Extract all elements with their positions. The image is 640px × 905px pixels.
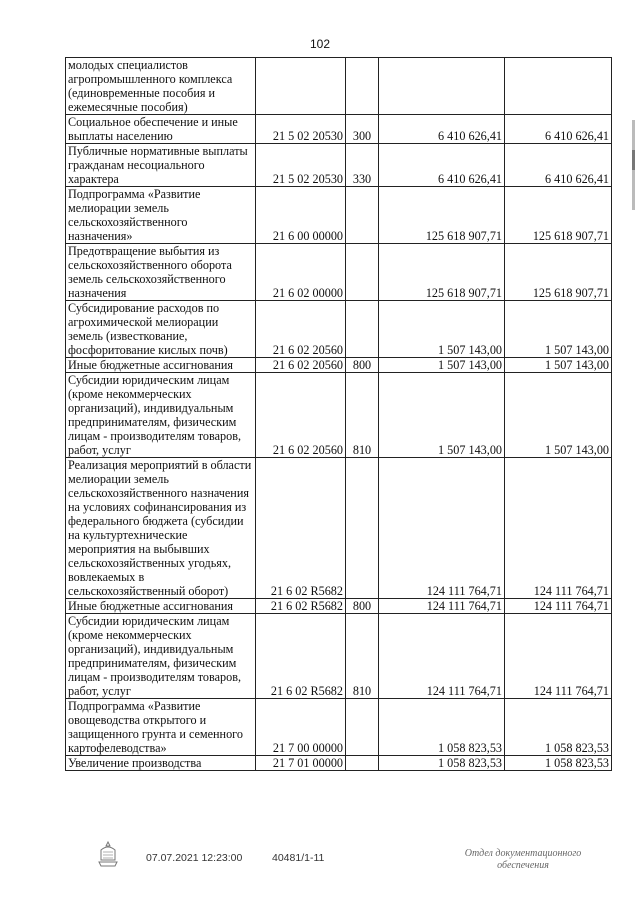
cell-vr xyxy=(346,244,379,301)
cell-amount2 xyxy=(505,58,612,115)
cell-vr: 800 xyxy=(346,599,379,614)
cell-amount1: 1 058 823,53 xyxy=(379,699,505,756)
emblem-icon xyxy=(97,840,119,870)
cell-name: молодых специалистов агропромышленного комплекса (единовременные пособия и ежемесячные пособия) xyxy=(66,58,256,115)
cell-amount1: 125 618 907,71 xyxy=(379,244,505,301)
table-row xyxy=(66,699,612,756)
cell-name: Публичные нормативные выплаты гражданам несоциального характера xyxy=(66,144,256,187)
cell-vr: 810 xyxy=(346,373,379,458)
table-row xyxy=(66,58,612,115)
cell-amount1: 1 058 823,53 xyxy=(379,756,505,771)
table-row xyxy=(66,187,612,244)
cell-name: Подпрограмма «Развитие овощеводства открытого и защищенного грунта и семенного картофелеводства» xyxy=(66,699,256,756)
cell-vr xyxy=(346,58,379,115)
footer-timestamp: 07.07.2021 12:23:00 xyxy=(146,852,243,864)
table-row xyxy=(66,756,612,771)
cell-amount2: 6 410 626,41 xyxy=(505,115,612,144)
cell-amount1 xyxy=(379,58,505,115)
cell-amount1: 125 618 907,71 xyxy=(379,187,505,244)
cell-code: 21 6 02 R5682 xyxy=(256,599,346,614)
cell-code: 21 5 02 20530 xyxy=(256,115,346,144)
cell-amount1: 124 111 764,71 xyxy=(379,599,505,614)
cell-amount1: 124 111 764,71 xyxy=(379,458,505,599)
cell-amount1: 124 111 764,71 xyxy=(379,614,505,699)
table-row xyxy=(66,301,612,358)
margin-scan-mark xyxy=(631,120,637,210)
table-row xyxy=(66,244,612,301)
budget-table xyxy=(65,57,612,771)
cell-amount1: 6 410 626,41 xyxy=(379,144,505,187)
cell-name: Подпрограмма «Развитие мелиорации земель сельскохозяйственного назначения» xyxy=(66,187,256,244)
cell-name: Субсидирование расходов по агрохимической мелиорации земель (известкование, фосфоритование кислых почв) xyxy=(66,301,256,358)
cell-amount1: 6 410 626,41 xyxy=(379,115,505,144)
cell-code: 21 7 01 00000 xyxy=(256,756,346,771)
table-row xyxy=(66,599,612,614)
cell-vr xyxy=(346,458,379,599)
cell-code: 21 6 02 20560 xyxy=(256,373,346,458)
cell-code: 21 7 00 00000 xyxy=(256,699,346,756)
cell-code xyxy=(256,58,346,115)
cell-amount2: 1 058 823,53 xyxy=(505,756,612,771)
cell-amount2: 1 507 143,00 xyxy=(505,358,612,373)
cell-amount1: 1 507 143,00 xyxy=(379,358,505,373)
cell-vr: 330 xyxy=(346,144,379,187)
cell-code: 21 6 00 00000 xyxy=(256,187,346,244)
table-row xyxy=(66,373,612,458)
cell-amount2: 125 618 907,71 xyxy=(505,244,612,301)
stamp-line-2: обеспечения xyxy=(497,860,549,871)
page-number: 102 xyxy=(309,37,331,51)
footer-doc-number: 40481/1-11 xyxy=(272,852,325,864)
table-row xyxy=(66,614,612,699)
cell-vr xyxy=(346,301,379,358)
cell-name: Реализация мероприятий в области мелиорации земель сельскохозяйственного назначения на условиях софинансирования из федерального бюджета (субсидии на культуртехнические мероприятия на выбывших сельскохозяйственных угодьях, вовлекаемых в сельскохозяйственный оборот) xyxy=(66,458,256,599)
cell-code: 21 6 02 20560 xyxy=(256,301,346,358)
cell-name: Иные бюджетные ассигнования xyxy=(66,599,256,614)
table-row xyxy=(66,144,612,187)
cell-amount2: 124 111 764,71 xyxy=(505,458,612,599)
cell-vr xyxy=(346,699,379,756)
cell-amount2: 1 507 143,00 xyxy=(505,301,612,358)
cell-amount1: 1 507 143,00 xyxy=(379,301,505,358)
cell-code: 21 5 02 20530 xyxy=(256,144,346,187)
cell-name: Увеличение производства xyxy=(66,756,256,771)
table-row xyxy=(66,115,612,144)
cell-vr xyxy=(346,756,379,771)
cell-amount2: 1 058 823,53 xyxy=(505,699,612,756)
cell-name: Субсидии юридическим лицам (кроме некоммерческих организаций), индивидуальным предпринимателям, физическим лицам - производителям товаров, работ, услуг xyxy=(66,614,256,699)
cell-amount2: 1 507 143,00 xyxy=(505,373,612,458)
cell-vr: 810 xyxy=(346,614,379,699)
cell-name: Иные бюджетные ассигнования xyxy=(66,358,256,373)
table-row xyxy=(66,458,612,599)
cell-amount2: 6 410 626,41 xyxy=(505,144,612,187)
cell-code: 21 6 02 R5682 xyxy=(256,458,346,599)
cell-code: 21 6 02 20560 xyxy=(256,358,346,373)
cell-vr: 300 xyxy=(346,115,379,144)
cell-vr xyxy=(346,187,379,244)
table-row xyxy=(66,358,612,373)
cell-amount2: 124 111 764,71 xyxy=(505,599,612,614)
cell-amount2: 124 111 764,71 xyxy=(505,614,612,699)
cell-name: Социальное обеспечение и иные выплаты населению xyxy=(66,115,256,144)
stamp-line-1: Отдел документационного xyxy=(464,848,582,859)
cell-code: 21 6 02 R5682 xyxy=(256,614,346,699)
department-stamp xyxy=(448,848,598,872)
cell-name: Субсидии юридическим лицам (кроме некоммерческих организаций), индивидуальным предпринимателям, физическим лицам - производителям товаров, работ, услуг xyxy=(66,373,256,458)
cell-name: Предотвращение выбытия из сельскохозяйственного оборота земель сельскохозяйственного назначения xyxy=(66,244,256,301)
cell-amount1: 1 507 143,00 xyxy=(379,373,505,458)
cell-amount2: 125 618 907,71 xyxy=(505,187,612,244)
cell-vr: 800 xyxy=(346,358,379,373)
cell-code: 21 6 02 00000 xyxy=(256,244,346,301)
